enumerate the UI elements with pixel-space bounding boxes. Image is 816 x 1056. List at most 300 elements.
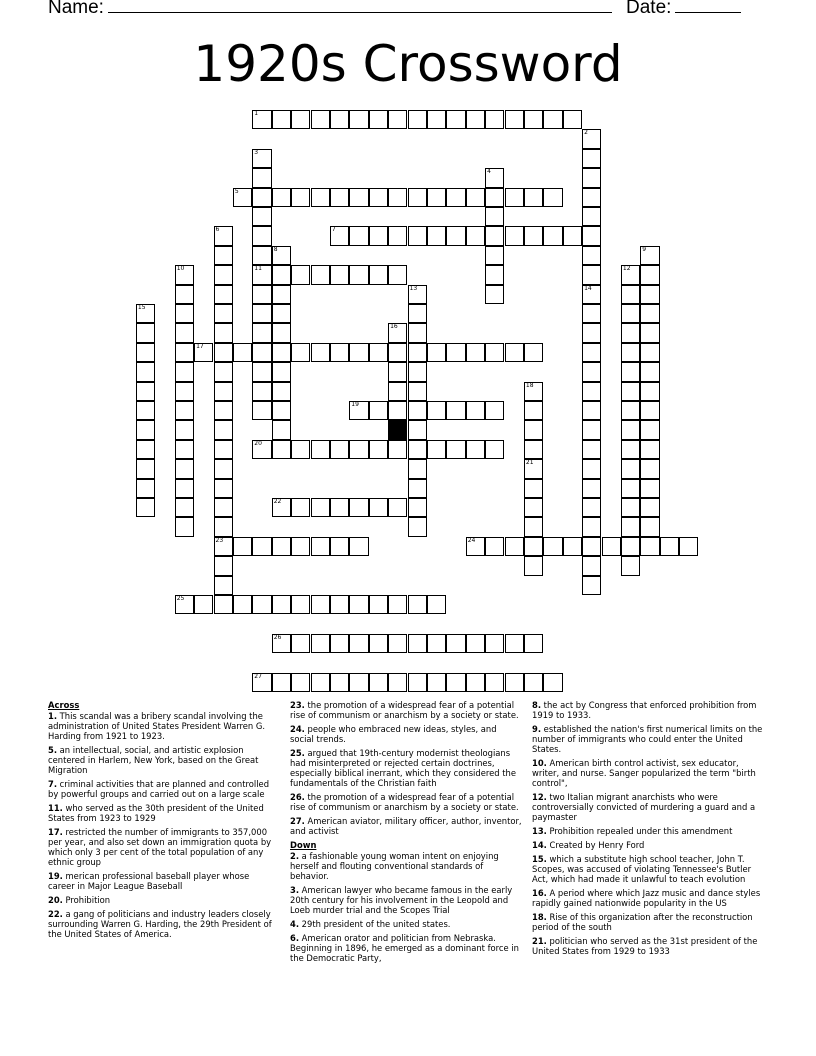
grid-cell[interactable] (311, 537, 330, 556)
grid-cell[interactable] (640, 343, 659, 362)
grid-cell[interactable] (214, 459, 233, 478)
grid-cell[interactable] (175, 401, 194, 420)
grid-cell[interactable] (214, 595, 233, 614)
grid-cell[interactable] (388, 382, 407, 401)
grid-cell[interactable] (136, 440, 155, 459)
grid-cell[interactable] (175, 382, 194, 401)
grid-cell[interactable] (582, 304, 601, 323)
grid-cell[interactable] (582, 440, 601, 459)
grid-cell[interactable] (349, 537, 368, 556)
grid-cell[interactable] (524, 634, 543, 653)
grid-cell[interactable] (446, 634, 465, 653)
grid-cell[interactable] (349, 634, 368, 653)
grid-cell[interactable] (252, 110, 271, 129)
grid-cell[interactable] (349, 343, 368, 362)
grid-cell[interactable] (621, 537, 640, 556)
grid-cell[interactable] (291, 537, 310, 556)
grid-cell[interactable] (214, 498, 233, 517)
grid-cell[interactable] (505, 110, 524, 129)
grid-cell[interactable] (505, 226, 524, 245)
grid-cell[interactable] (214, 304, 233, 323)
grid-cell[interactable] (330, 226, 349, 245)
grid-cell[interactable] (505, 188, 524, 207)
grid-cell[interactable] (252, 304, 271, 323)
grid-cell[interactable] (388, 401, 407, 420)
grid-cell[interactable] (427, 226, 446, 245)
grid-cell[interactable] (272, 401, 291, 420)
grid-cell[interactable] (214, 362, 233, 381)
grid-cell[interactable] (408, 323, 427, 342)
grid-cell[interactable] (408, 459, 427, 478)
grid-cell[interactable] (485, 673, 504, 692)
grid-cell[interactable] (660, 537, 679, 556)
grid-cell[interactable] (388, 323, 407, 342)
grid-cell[interactable] (640, 479, 659, 498)
grid-cell[interactable] (582, 226, 601, 245)
grid-cell[interactable] (349, 673, 368, 692)
grid-cell[interactable] (485, 265, 504, 284)
grid-cell[interactable] (175, 265, 194, 284)
grid-cell[interactable] (136, 382, 155, 401)
grid-cell[interactable] (330, 595, 349, 614)
grid-cell[interactable] (485, 207, 504, 226)
grid-cell[interactable] (543, 673, 562, 692)
grid-cell[interactable] (136, 479, 155, 498)
grid-cell[interactable] (291, 188, 310, 207)
grid-cell[interactable] (466, 110, 485, 129)
grid-cell[interactable] (621, 459, 640, 478)
grid-cell[interactable] (388, 265, 407, 284)
grid-cell[interactable] (349, 265, 368, 284)
grid-cell[interactable] (272, 634, 291, 653)
grid-cell[interactable] (582, 362, 601, 381)
grid-cell[interactable] (136, 459, 155, 478)
grid-cell[interactable] (446, 343, 465, 362)
grid-cell[interactable] (388, 226, 407, 245)
grid-cell[interactable] (427, 634, 446, 653)
grid-cell[interactable] (408, 362, 427, 381)
grid-cell[interactable] (524, 673, 543, 692)
grid-cell[interactable] (446, 673, 465, 692)
grid-cell[interactable] (582, 556, 601, 575)
grid-cell[interactable] (543, 537, 562, 556)
grid-cell[interactable] (330, 188, 349, 207)
grid-cell[interactable] (524, 226, 543, 245)
grid-cell[interactable] (175, 498, 194, 517)
grid-cell[interactable] (446, 188, 465, 207)
grid-cell[interactable] (369, 595, 388, 614)
grid-cell[interactable] (214, 401, 233, 420)
grid-cell[interactable] (427, 440, 446, 459)
grid-cell[interactable] (388, 343, 407, 362)
grid-cell[interactable] (524, 498, 543, 517)
grid-cell[interactable] (272, 537, 291, 556)
grid-cell[interactable] (563, 110, 582, 129)
grid-cell[interactable] (640, 246, 659, 265)
grid-cell[interactable] (408, 595, 427, 614)
grid-cell[interactable] (543, 110, 562, 129)
grid-cell[interactable] (485, 110, 504, 129)
grid-cell[interactable] (524, 343, 543, 362)
grid-cell[interactable] (485, 537, 504, 556)
grid-cell[interactable] (291, 343, 310, 362)
grid-cell[interactable] (621, 517, 640, 536)
grid-cell[interactable] (621, 362, 640, 381)
grid-cell[interactable] (485, 401, 504, 420)
grid-cell[interactable] (175, 304, 194, 323)
grid-cell[interactable] (349, 401, 368, 420)
grid-cell[interactable] (233, 595, 252, 614)
grid-cell[interactable] (466, 673, 485, 692)
grid-cell[interactable] (214, 537, 233, 556)
grid-cell[interactable] (272, 498, 291, 517)
grid-cell[interactable] (252, 207, 271, 226)
grid-cell[interactable] (621, 382, 640, 401)
grid-cell[interactable] (252, 343, 271, 362)
grid-cell[interactable] (466, 226, 485, 245)
grid-cell[interactable] (136, 401, 155, 420)
grid-cell[interactable] (311, 673, 330, 692)
grid-cell[interactable] (252, 595, 271, 614)
grid-cell[interactable] (311, 498, 330, 517)
grid-cell[interactable] (679, 537, 698, 556)
grid-cell[interactable] (524, 537, 543, 556)
grid-cell[interactable] (543, 226, 562, 245)
grid-cell[interactable] (388, 673, 407, 692)
grid-cell[interactable] (369, 673, 388, 692)
grid-cell[interactable] (291, 110, 310, 129)
grid-cell[interactable] (369, 498, 388, 517)
grid-cell[interactable] (582, 188, 601, 207)
grid-cell[interactable] (311, 188, 330, 207)
grid-cell[interactable] (582, 168, 601, 187)
grid-cell[interactable] (252, 673, 271, 692)
grid-cell[interactable] (408, 188, 427, 207)
grid-cell[interactable] (408, 382, 427, 401)
grid-cell[interactable] (524, 556, 543, 575)
grid-cell[interactable] (272, 673, 291, 692)
grid-cell[interactable] (485, 168, 504, 187)
grid-cell[interactable] (485, 226, 504, 245)
grid-cell[interactable] (214, 382, 233, 401)
grid-cell[interactable] (330, 265, 349, 284)
grid-cell[interactable] (582, 343, 601, 362)
grid-cell[interactable] (291, 673, 310, 692)
grid-cell[interactable] (252, 265, 271, 284)
grid-cell[interactable] (252, 323, 271, 342)
grid-cell[interactable] (427, 188, 446, 207)
grid-cell[interactable] (621, 323, 640, 342)
grid-cell[interactable] (640, 440, 659, 459)
grid-cell[interactable] (582, 382, 601, 401)
grid-cell[interactable] (408, 226, 427, 245)
grid-cell[interactable] (427, 401, 446, 420)
grid-cell[interactable] (214, 323, 233, 342)
grid-cell[interactable] (640, 323, 659, 342)
grid-cell[interactable] (388, 634, 407, 653)
grid-cell[interactable] (388, 362, 407, 381)
grid-cell[interactable] (272, 343, 291, 362)
grid-cell[interactable] (175, 479, 194, 498)
grid-cell[interactable] (214, 226, 233, 245)
grid-cell[interactable] (582, 401, 601, 420)
grid-cell[interactable] (621, 420, 640, 439)
grid-cell[interactable] (175, 459, 194, 478)
grid-cell[interactable] (214, 285, 233, 304)
grid-cell[interactable] (640, 420, 659, 439)
grid-cell[interactable] (582, 576, 601, 595)
grid-cell[interactable] (524, 479, 543, 498)
grid-cell[interactable] (330, 673, 349, 692)
grid-cell[interactable] (408, 304, 427, 323)
grid-cell[interactable] (175, 362, 194, 381)
grid-cell[interactable] (369, 401, 388, 420)
grid-cell[interactable] (311, 110, 330, 129)
grid-cell[interactable] (369, 343, 388, 362)
grid-cell[interactable] (408, 498, 427, 517)
grid-cell[interactable] (291, 595, 310, 614)
grid-cell[interactable] (252, 382, 271, 401)
grid-cell[interactable] (582, 323, 601, 342)
grid-cell[interactable] (214, 343, 233, 362)
grid-cell[interactable] (621, 498, 640, 517)
grid-cell[interactable] (582, 207, 601, 226)
grid-cell[interactable] (272, 265, 291, 284)
grid-cell[interactable] (466, 401, 485, 420)
grid-cell[interactable] (466, 188, 485, 207)
grid-cell[interactable] (291, 440, 310, 459)
grid-cell[interactable] (563, 226, 582, 245)
grid-cell[interactable] (505, 634, 524, 653)
grid-cell[interactable] (291, 498, 310, 517)
grid-cell[interactable] (466, 440, 485, 459)
grid-cell[interactable] (136, 323, 155, 342)
grid-cell[interactable] (233, 537, 252, 556)
grid-cell[interactable] (505, 673, 524, 692)
grid-cell[interactable] (602, 537, 621, 556)
grid-cell[interactable] (136, 498, 155, 517)
grid-cell[interactable] (582, 129, 601, 148)
grid-cell[interactable] (369, 110, 388, 129)
grid-cell[interactable] (175, 440, 194, 459)
grid-cell[interactable] (388, 188, 407, 207)
grid-cell[interactable] (369, 226, 388, 245)
grid-cell[interactable] (252, 226, 271, 245)
grid-cell[interactable] (485, 246, 504, 265)
grid-cell[interactable] (621, 440, 640, 459)
grid-cell[interactable] (311, 343, 330, 362)
grid-cell[interactable] (252, 246, 271, 265)
grid-cell[interactable] (194, 343, 213, 362)
grid-cell[interactable] (582, 517, 601, 536)
grid-cell[interactable] (485, 188, 504, 207)
grid-cell[interactable] (408, 634, 427, 653)
grid-cell[interactable] (311, 595, 330, 614)
grid-cell[interactable] (408, 440, 427, 459)
grid-cell[interactable] (485, 440, 504, 459)
grid-cell[interactable] (408, 285, 427, 304)
grid-cell[interactable] (640, 362, 659, 381)
grid-cell[interactable] (175, 517, 194, 536)
grid-cell[interactable] (252, 440, 271, 459)
grid-cell[interactable] (214, 556, 233, 575)
grid-cell[interactable] (543, 188, 562, 207)
grid-cell[interactable] (466, 343, 485, 362)
grid-cell[interactable] (466, 537, 485, 556)
grid-cell[interactable] (485, 634, 504, 653)
grid-cell[interactable] (214, 517, 233, 536)
grid-cell[interactable] (330, 498, 349, 517)
grid-cell[interactable] (369, 634, 388, 653)
grid-cell[interactable] (330, 110, 349, 129)
grid-cell[interactable] (388, 440, 407, 459)
grid-cell[interactable] (408, 673, 427, 692)
grid-cell[interactable] (175, 595, 194, 614)
grid-cell[interactable] (408, 110, 427, 129)
grid-cell[interactable] (214, 440, 233, 459)
grid-cell[interactable] (524, 459, 543, 478)
grid-cell[interactable] (408, 517, 427, 536)
grid-cell[interactable] (214, 265, 233, 284)
grid-cell[interactable] (272, 382, 291, 401)
grid-cell[interactable] (136, 343, 155, 362)
grid-cell[interactable] (621, 401, 640, 420)
grid-cell[interactable] (175, 420, 194, 439)
grid-cell[interactable] (485, 285, 504, 304)
grid-cell[interactable] (214, 576, 233, 595)
grid-cell[interactable] (427, 673, 446, 692)
grid-cell[interactable] (524, 382, 543, 401)
grid-cell[interactable] (272, 110, 291, 129)
grid-cell[interactable] (330, 537, 349, 556)
grid-cell[interactable] (175, 343, 194, 362)
grid-cell[interactable] (136, 304, 155, 323)
grid-cell[interactable] (524, 517, 543, 536)
grid-cell[interactable] (524, 110, 543, 129)
grid-cell[interactable] (621, 479, 640, 498)
grid-cell[interactable] (349, 226, 368, 245)
grid-cell[interactable] (640, 401, 659, 420)
grid-cell[interactable] (175, 323, 194, 342)
grid-cell[interactable] (272, 304, 291, 323)
grid-cell[interactable] (311, 265, 330, 284)
grid-cell[interactable] (640, 304, 659, 323)
grid-cell[interactable] (272, 362, 291, 381)
grid-cell[interactable] (505, 537, 524, 556)
grid-cell[interactable] (194, 595, 213, 614)
grid-cell[interactable] (640, 537, 659, 556)
grid-cell[interactable] (524, 401, 543, 420)
grid-cell[interactable] (233, 188, 252, 207)
grid-cell[interactable] (175, 285, 194, 304)
grid-cell[interactable] (252, 188, 271, 207)
grid-cell[interactable] (582, 246, 601, 265)
grid-cell[interactable] (621, 556, 640, 575)
grid-cell[interactable] (582, 285, 601, 304)
grid-cell[interactable] (272, 188, 291, 207)
grid-cell[interactable] (621, 285, 640, 304)
grid-cell[interactable] (330, 343, 349, 362)
grid-cell[interactable] (349, 498, 368, 517)
grid-cell[interactable] (330, 440, 349, 459)
grid-cell[interactable] (640, 382, 659, 401)
grid-cell[interactable] (252, 285, 271, 304)
grid-cell[interactable] (233, 343, 252, 362)
grid-cell[interactable] (582, 149, 601, 168)
grid-cell[interactable] (524, 188, 543, 207)
grid-cell[interactable] (388, 110, 407, 129)
grid-cell[interactable] (621, 343, 640, 362)
grid-cell[interactable] (446, 401, 465, 420)
grid-cell[interactable] (272, 285, 291, 304)
grid-cell[interactable] (408, 343, 427, 362)
grid-cell[interactable] (214, 420, 233, 439)
grid-cell[interactable] (291, 265, 310, 284)
grid-cell[interactable] (427, 343, 446, 362)
grid-cell[interactable] (272, 595, 291, 614)
grid-cell[interactable] (349, 440, 368, 459)
grid-cell[interactable] (369, 265, 388, 284)
grid-cell[interactable] (369, 188, 388, 207)
grid-cell[interactable] (640, 285, 659, 304)
grid-cell[interactable] (349, 188, 368, 207)
grid-cell[interactable] (446, 110, 465, 129)
grid-cell[interactable] (485, 343, 504, 362)
grid-cell[interactable] (349, 110, 368, 129)
grid-cell[interactable] (252, 537, 271, 556)
grid-cell[interactable] (582, 498, 601, 517)
grid-cell[interactable] (330, 634, 349, 653)
grid-cell[interactable] (369, 440, 388, 459)
grid-cell[interactable] (252, 149, 271, 168)
grid-cell[interactable] (388, 595, 407, 614)
grid-cell[interactable] (214, 479, 233, 498)
grid-cell[interactable] (427, 110, 446, 129)
grid-cell[interactable] (640, 459, 659, 478)
grid-cell[interactable] (640, 265, 659, 284)
grid-cell[interactable] (524, 420, 543, 439)
grid-cell[interactable] (505, 343, 524, 362)
grid-cell[interactable] (252, 401, 271, 420)
grid-cell[interactable] (582, 479, 601, 498)
grid-cell[interactable] (311, 440, 330, 459)
grid-cell[interactable] (427, 595, 446, 614)
grid-cell[interactable] (640, 517, 659, 536)
grid-cell[interactable] (640, 498, 659, 517)
grid-cell[interactable] (621, 265, 640, 284)
grid-cell[interactable] (388, 498, 407, 517)
grid-cell[interactable] (524, 440, 543, 459)
grid-cell[interactable] (252, 362, 271, 381)
grid-cell[interactable] (582, 537, 601, 556)
grid-cell[interactable] (272, 440, 291, 459)
grid-cell[interactable] (349, 595, 368, 614)
grid-cell[interactable] (446, 440, 465, 459)
grid-cell[interactable] (563, 537, 582, 556)
grid-cell[interactable] (272, 420, 291, 439)
grid-cell[interactable] (214, 246, 233, 265)
grid-cell[interactable] (582, 420, 601, 439)
grid-cell[interactable] (446, 226, 465, 245)
grid-cell[interactable] (136, 362, 155, 381)
grid-cell[interactable] (311, 634, 330, 653)
grid-cell[interactable] (272, 323, 291, 342)
grid-cell[interactable] (408, 420, 427, 439)
grid-cell[interactable] (408, 479, 427, 498)
grid-cell[interactable] (466, 634, 485, 653)
grid-cell[interactable] (136, 420, 155, 439)
grid-cell[interactable] (621, 304, 640, 323)
